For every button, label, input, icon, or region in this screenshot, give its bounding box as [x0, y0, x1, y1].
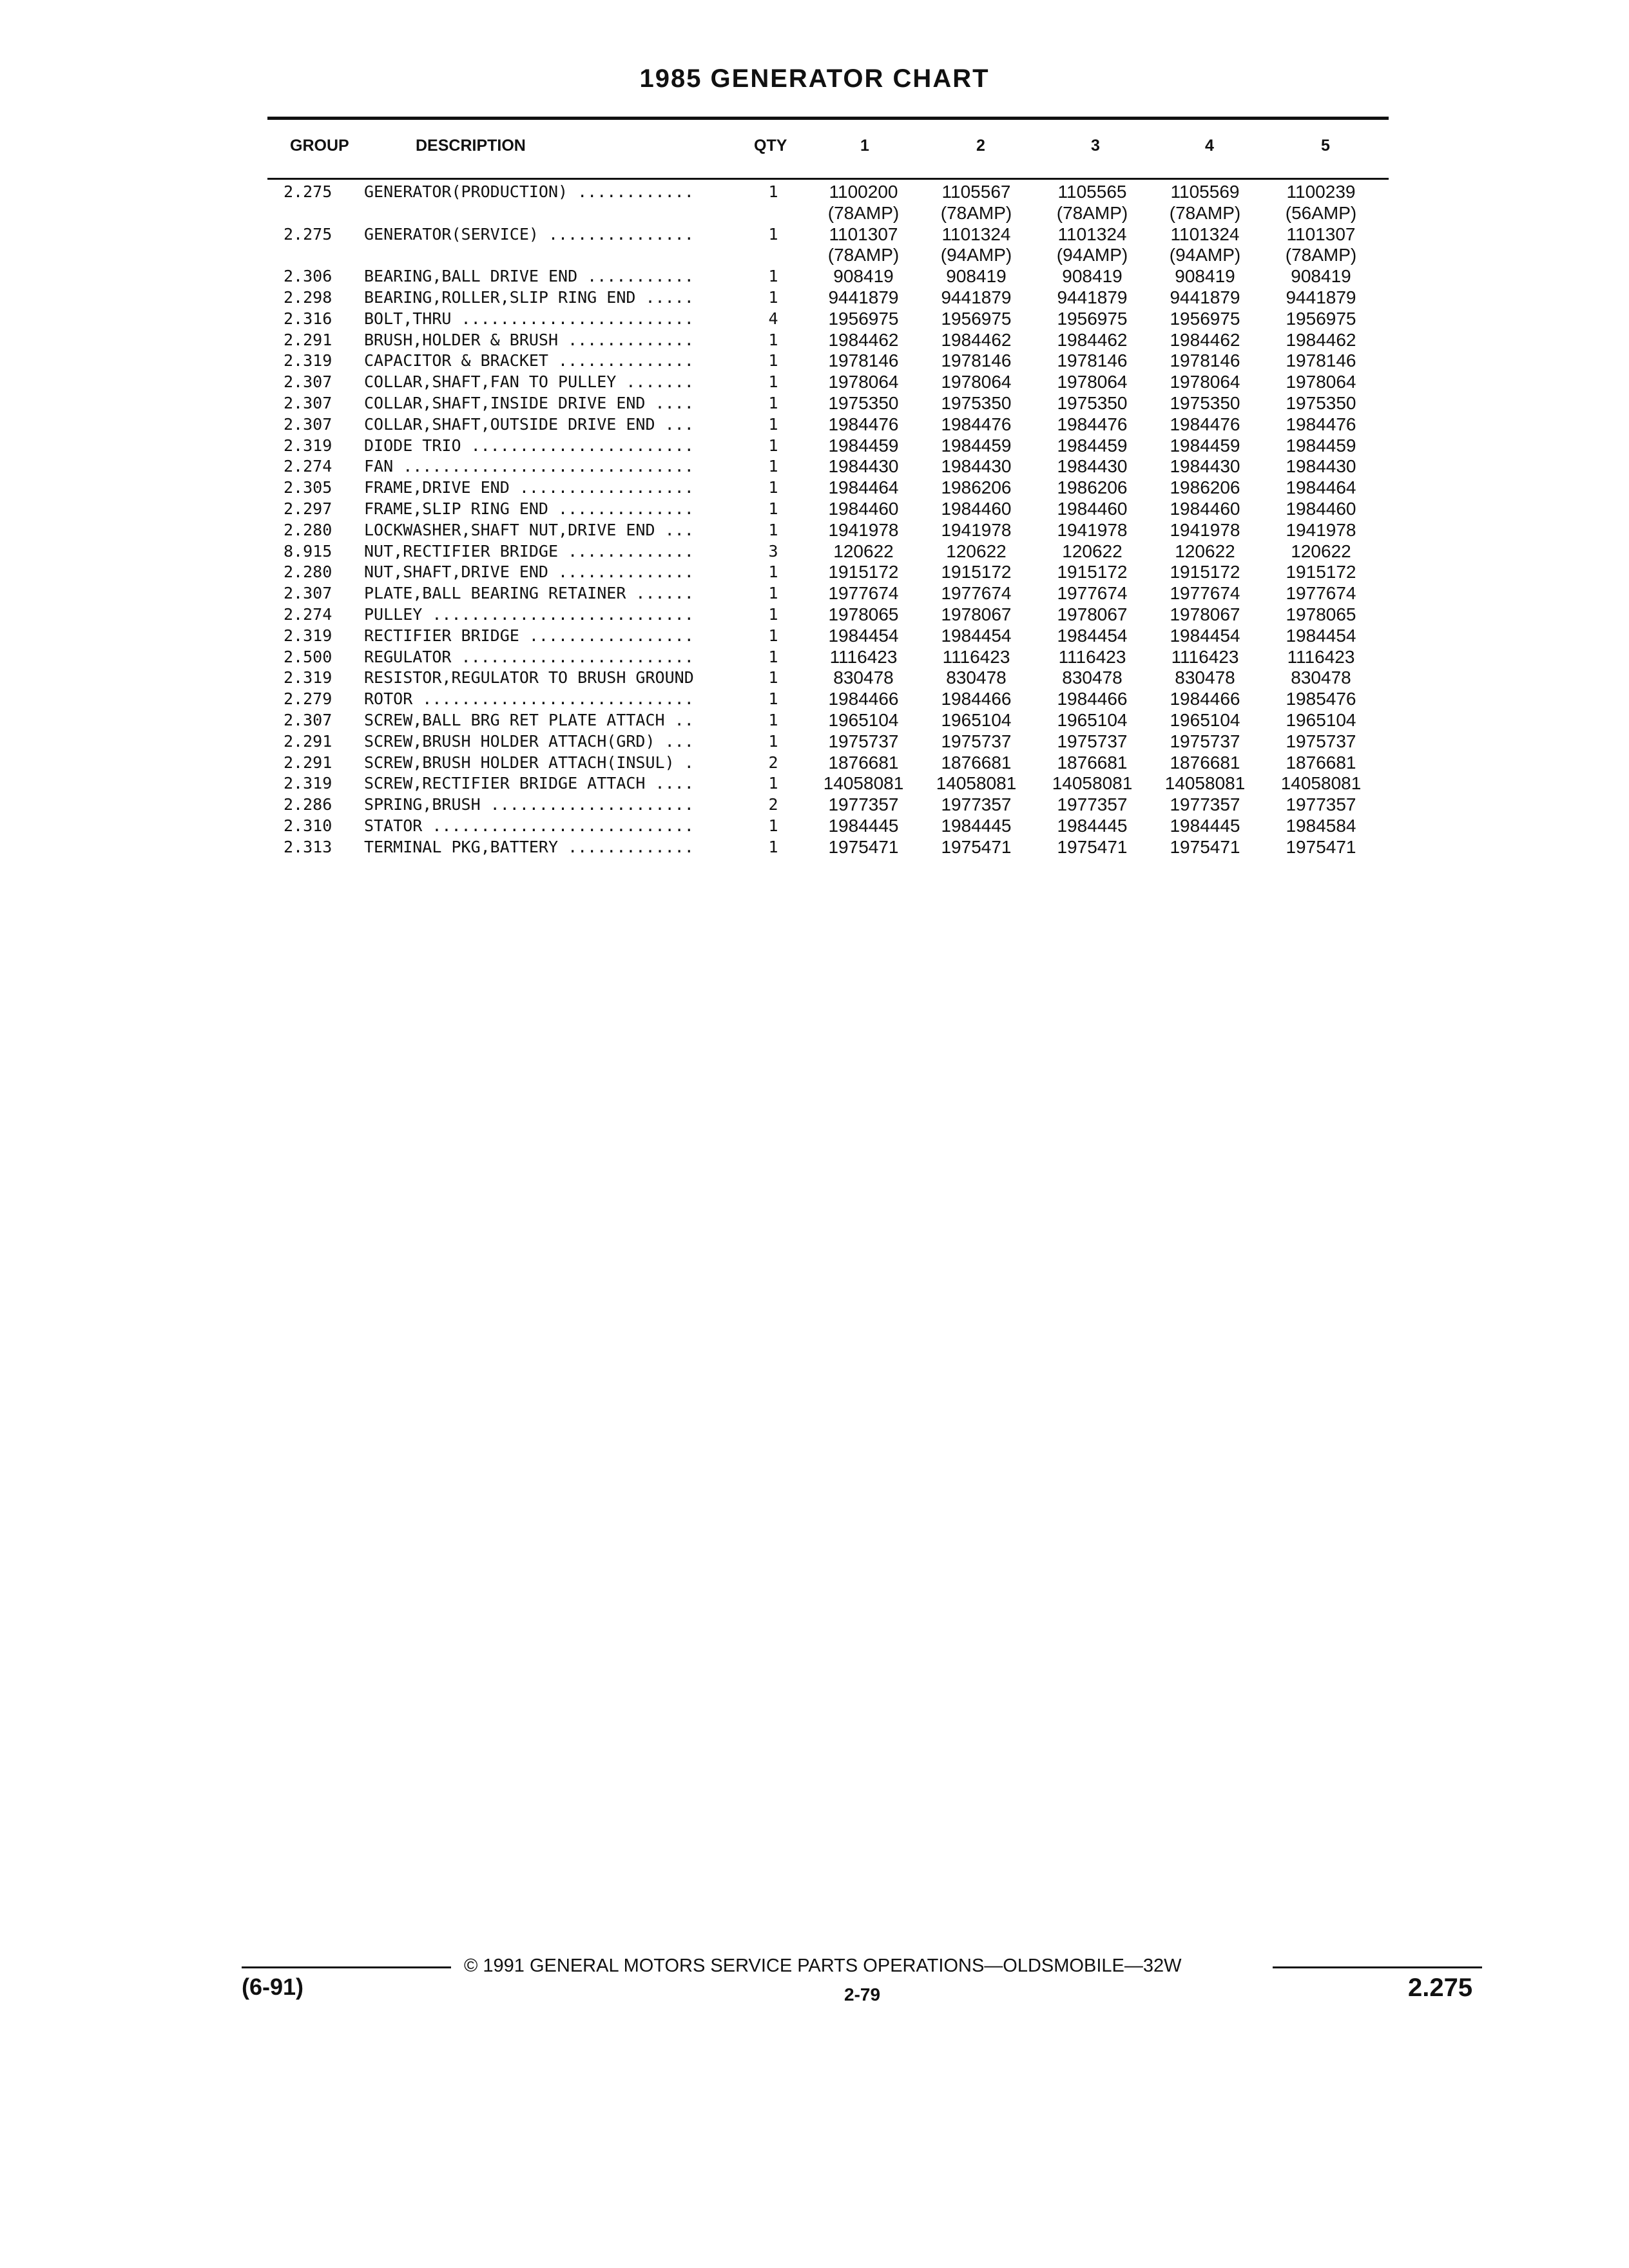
- part-number-col-3: 1965104: [1057, 710, 1128, 730]
- group-number: 2.291: [284, 731, 333, 751]
- part-number-col-1: 1100200: [829, 182, 898, 202]
- col-header-5: 5: [1321, 137, 1330, 155]
- group-number: 2.279: [284, 689, 333, 709]
- part-number-col-5: 1984464: [1286, 477, 1356, 498]
- part-number-col-2: 1101324: [941, 224, 1011, 244]
- part-description: STATOR ...........................: [364, 816, 694, 835]
- part-number-col-3: 1941978: [1057, 519, 1128, 540]
- part-number-col-2: 1105567: [941, 182, 1011, 202]
- part-description: BOLT,THRU ........................: [364, 309, 694, 328]
- part-number-col-2: 1915172: [941, 562, 1012, 582]
- part-number-col-2: 1984445: [941, 816, 1012, 836]
- col-header-4: 4: [1205, 137, 1214, 155]
- footer-copyright: © 1991 GENERAL MOTORS SERVICE PARTS OPERATIONS—OLDSMOBILE—32W: [464, 1956, 1182, 1976]
- group-number: 2.274: [284, 605, 333, 624]
- part-description: BEARING,ROLLER,SLIP RING END .....: [364, 288, 694, 307]
- part-number-col-3: 1975737: [1057, 731, 1128, 751]
- group-number: 2.319: [284, 668, 333, 687]
- quantity: 1: [768, 626, 778, 645]
- part-number-col-1: 1975737: [828, 731, 899, 751]
- part-description: SPRING,BRUSH .....................: [364, 795, 694, 814]
- part-number-col-3: 1984476: [1057, 414, 1128, 434]
- group-number: 2.298: [284, 288, 333, 307]
- quantity: 3: [768, 541, 778, 561]
- part-number-col-4: 1975471: [1170, 836, 1240, 857]
- part-number-col-1: 1876681: [828, 752, 899, 773]
- quantity: 1: [768, 224, 778, 244]
- part-number-col-5: 908419: [1291, 266, 1351, 287]
- part-number-col-3: 1978146: [1057, 351, 1128, 371]
- quantity: 1: [768, 837, 778, 856]
- quantity: 1: [768, 605, 778, 624]
- part-number-col-2: 908419: [946, 266, 1007, 287]
- quantity: 1: [768, 372, 778, 392]
- part-number-col-1: 1975350: [828, 393, 899, 413]
- table-row: [0, 838, 1629, 863]
- part-number-col-2: 1975471: [941, 836, 1012, 857]
- part-number-col-1: 1965104: [828, 710, 899, 730]
- part-description: COLLAR,SHAFT,INSIDE DRIVE END ....: [364, 394, 694, 412]
- part-number-col-5: 1101307: [1286, 224, 1356, 244]
- part-number-col-3: 830478: [1062, 668, 1123, 688]
- part-number-col-5: 1100239: [1286, 182, 1356, 202]
- quantity: 1: [768, 394, 778, 412]
- part-number-col-2: 120622: [946, 541, 1007, 561]
- group-number: 2.307: [284, 584, 333, 603]
- group-number: 2.319: [284, 436, 333, 455]
- part-number-col-1: (78AMP): [827, 245, 900, 265]
- group-number: 2.280: [284, 562, 333, 582]
- part-description: COLLAR,SHAFT,OUTSIDE DRIVE END ...: [364, 414, 694, 434]
- part-number-col-5: 1941978: [1286, 519, 1356, 540]
- quantity: 1: [768, 330, 778, 349]
- part-description: NUT,SHAFT,DRIVE END ..............: [364, 562, 694, 582]
- part-number-col-1: 1977357: [828, 794, 899, 815]
- quantity: 1: [768, 520, 778, 539]
- part-number-col-5: 1984460: [1286, 499, 1356, 519]
- part-number-col-4: 1978146: [1170, 351, 1240, 371]
- col-header-qty: QTY: [754, 137, 787, 155]
- part-description: PLATE,BALL BEARING RETAINER ......: [364, 584, 694, 603]
- part-number-col-5: 1978065: [1286, 604, 1356, 624]
- part-number-col-5: 1975471: [1286, 836, 1356, 857]
- part-number-col-1: 1984466: [828, 689, 899, 709]
- part-number-col-4: 1941978: [1170, 519, 1240, 540]
- part-number-col-1: 1984476: [828, 414, 899, 434]
- group-number: 2.297: [284, 499, 333, 518]
- group-number: 2.280: [284, 520, 333, 539]
- part-number-col-1: 1984462: [828, 329, 899, 350]
- part-number-col-2: 1984430: [941, 456, 1012, 477]
- part-number-col-2: 1975350: [941, 393, 1012, 413]
- part-number-col-4: 1984462: [1170, 329, 1240, 350]
- group-number: 2.286: [284, 795, 333, 814]
- part-number-col-3: 1977357: [1057, 794, 1128, 815]
- part-number-col-5: 1116423: [1287, 646, 1355, 667]
- part-number-col-3: 1105565: [1057, 182, 1127, 202]
- part-number-col-4: 1984466: [1170, 689, 1240, 709]
- part-number-col-3: 1977674: [1057, 583, 1128, 604]
- part-number-col-5: 120622: [1291, 541, 1351, 561]
- part-number-col-2: 1941978: [941, 519, 1012, 540]
- part-number-col-3: 9441879: [1057, 287, 1128, 307]
- quantity: 1: [768, 562, 778, 582]
- footer-rule-right: [1273, 1966, 1482, 1968]
- footer-page-number: 2-79: [844, 1984, 881, 2004]
- part-description: FRAME,DRIVE END ..................: [364, 478, 694, 497]
- quantity: 1: [768, 731, 778, 751]
- part-number-col-3: 1984445: [1057, 816, 1128, 836]
- part-number-col-4: 1984476: [1170, 414, 1240, 434]
- quantity: 1: [768, 774, 778, 793]
- part-number-col-1: 1116423: [829, 646, 898, 667]
- part-number-col-4: 1986206: [1170, 477, 1240, 498]
- part-number-col-1: 1984460: [828, 499, 899, 519]
- part-number-col-4: 1978067: [1170, 604, 1240, 624]
- part-number-col-1: 1915172: [828, 562, 899, 582]
- part-number-col-1: 1984459: [828, 435, 899, 456]
- part-number-col-2: 1986206: [941, 477, 1012, 498]
- group-number: 2.291: [284, 330, 333, 349]
- part-description: SCREW,BRUSH HOLDER ATTACH(INSUL) .: [364, 753, 694, 772]
- part-number-col-5: 1965104: [1286, 710, 1356, 730]
- quantity: 1: [768, 668, 778, 687]
- part-number-col-2: 1978067: [941, 604, 1012, 624]
- group-number: 2.319: [284, 626, 333, 645]
- part-number-col-1: 1984464: [828, 477, 899, 498]
- part-number-col-2: 1978064: [941, 372, 1012, 392]
- part-number-col-5: 1984584: [1286, 816, 1356, 836]
- part-number-col-3: 120622: [1062, 541, 1123, 561]
- part-number-col-2: 1978146: [941, 351, 1012, 371]
- group-number: 8.915: [284, 541, 333, 561]
- part-number-col-1: 1977674: [828, 583, 899, 604]
- quantity: 1: [768, 499, 778, 518]
- part-number-col-2: 1977674: [941, 583, 1012, 604]
- part-description: GENERATOR(SERVICE) ...............: [364, 224, 694, 244]
- group-number: 2.319: [284, 351, 333, 370]
- part-description: COLLAR,SHAFT,FAN TO PULLEY .......: [364, 372, 694, 392]
- part-number-col-4: 908419: [1175, 266, 1235, 287]
- part-number-col-3: 1876681: [1057, 752, 1128, 773]
- part-number-col-2: 1984460: [941, 499, 1012, 519]
- part-number-col-1: 908419: [833, 266, 894, 287]
- part-number-col-4: 9441879: [1170, 287, 1240, 307]
- part-number-col-4: (94AMP): [1169, 245, 1241, 265]
- part-number-col-4: 1105569: [1170, 182, 1240, 202]
- part-number-col-2: 1984466: [941, 689, 1012, 709]
- part-description: BRUSH,HOLDER & BRUSH .............: [364, 330, 694, 349]
- quantity: 1: [768, 351, 778, 370]
- quantity: 1: [768, 436, 778, 455]
- part-number-col-5: 1984430: [1286, 456, 1356, 477]
- part-number-col-4: 1116423: [1171, 646, 1239, 667]
- part-description: CAPACITOR & BRACKET ..............: [364, 351, 694, 370]
- part-number-col-5: 14058081: [1280, 773, 1362, 794]
- part-description: FAN ..............................: [364, 457, 694, 476]
- part-description: SCREW,RECTIFIER BRIDGE ATTACH ....: [364, 774, 694, 793]
- part-number-col-4: 1876681: [1170, 752, 1240, 773]
- part-number-col-4: 1984454: [1170, 625, 1240, 646]
- quantity: 1: [768, 457, 778, 476]
- footer-rule-left: [242, 1966, 451, 1968]
- part-number-col-1: 1984454: [828, 625, 899, 646]
- part-number-col-2: 830478: [946, 668, 1007, 688]
- part-number-col-5: (56AMP): [1285, 202, 1357, 223]
- quantity: 2: [768, 753, 778, 772]
- part-number-col-1: 9441879: [828, 287, 899, 307]
- part-description: GENERATOR(PRODUCTION) ............: [364, 182, 694, 201]
- part-number-col-2: 1965104: [941, 710, 1012, 730]
- part-number-col-4: 1984430: [1170, 456, 1240, 477]
- part-number-col-1: 14058081: [823, 773, 904, 794]
- group-number: 2.316: [284, 309, 333, 328]
- part-number-col-3: 1984462: [1057, 329, 1128, 350]
- part-number-col-4: (78AMP): [1169, 202, 1241, 223]
- part-description: SCREW,BALL BRG RET PLATE ATTACH ..: [364, 711, 694, 729]
- part-description: TERMINAL PKG,BATTERY .............: [364, 837, 694, 856]
- col-header-description: DESCRIPTION: [416, 137, 526, 155]
- part-number-col-5: (78AMP): [1285, 245, 1357, 265]
- part-description: RESISTOR,REGULATOR TO BRUSH GROUND: [364, 668, 694, 687]
- part-number-col-3: 1975350: [1057, 393, 1128, 413]
- part-number-col-3: 1116423: [1058, 646, 1126, 667]
- part-number-col-1: 1975471: [828, 836, 899, 857]
- part-number-col-2: 14058081: [936, 773, 1017, 794]
- part-number-col-1: 1984445: [828, 816, 899, 836]
- part-number-col-5: 1984454: [1286, 625, 1356, 646]
- part-number-col-4: 1975737: [1170, 731, 1240, 751]
- part-number-col-3: 1986206: [1057, 477, 1128, 498]
- part-number-col-1: 1956975: [828, 308, 899, 329]
- part-number-col-3: 908419: [1062, 266, 1123, 287]
- part-number-col-4: 1984445: [1170, 816, 1240, 836]
- part-number-col-5: 1915172: [1286, 562, 1356, 582]
- part-number-col-2: (94AMP): [940, 245, 1012, 265]
- part-number-col-5: 1978064: [1286, 372, 1356, 392]
- part-description: PULLEY ...........................: [364, 605, 694, 624]
- part-number-col-3: 1978064: [1057, 372, 1128, 392]
- part-number-col-4: 830478: [1175, 668, 1235, 688]
- part-number-col-3: 1984454: [1057, 625, 1128, 646]
- part-number-col-2: 1984459: [941, 435, 1012, 456]
- part-number-col-5: 830478: [1291, 668, 1351, 688]
- part-description: REGULATOR ........................: [364, 647, 694, 666]
- quantity: 1: [768, 816, 778, 835]
- part-description: NUT,RECTIFIER BRIDGE .............: [364, 541, 694, 561]
- part-number-col-5: 1977674: [1286, 583, 1356, 604]
- part-number-col-5: 1876681: [1286, 752, 1356, 773]
- part-number-col-4: 1965104: [1170, 710, 1240, 730]
- group-number: 2.307: [284, 394, 333, 412]
- part-number-col-1: 1978065: [828, 604, 899, 624]
- part-number-col-2: 1977357: [941, 794, 1012, 815]
- part-number-col-3: 14058081: [1052, 773, 1133, 794]
- part-number-col-2: 1975737: [941, 731, 1012, 751]
- part-number-col-1: 1978146: [828, 351, 899, 371]
- part-description: DIODE TRIO .......................: [364, 436, 694, 455]
- group-number: 2.313: [284, 837, 333, 856]
- col-header-group: GROUP: [290, 137, 349, 155]
- part-number-col-3: 1984430: [1057, 456, 1128, 477]
- part-number-col-5: 1984462: [1286, 329, 1356, 350]
- part-number-col-2: 1984476: [941, 414, 1012, 434]
- part-number-col-3: 1984459: [1057, 435, 1128, 456]
- group-number: 2.310: [284, 816, 333, 835]
- quantity: 1: [768, 267, 778, 286]
- quantity: 1: [768, 711, 778, 729]
- quantity: 1: [768, 647, 778, 666]
- group-number: 2.500: [284, 647, 333, 666]
- part-number-col-3: 1915172: [1057, 562, 1128, 582]
- part-number-col-4: 1977674: [1170, 583, 1240, 604]
- part-number-col-5: 1975737: [1286, 731, 1356, 751]
- part-number-col-1: 1941978: [828, 519, 899, 540]
- part-number-col-5: 1975350: [1286, 393, 1356, 413]
- footer-section-number: 2.275: [1408, 1974, 1473, 2002]
- part-number-col-5: 1984476: [1286, 414, 1356, 434]
- quantity: 2: [768, 795, 778, 814]
- quantity: 4: [768, 309, 778, 328]
- part-description: BEARING,BALL DRIVE END ...........: [364, 267, 694, 286]
- quantity: 1: [768, 689, 778, 709]
- part-number-col-4: 1984460: [1170, 499, 1240, 519]
- part-number-col-5: 9441879: [1286, 287, 1356, 307]
- part-number-col-4: 120622: [1175, 541, 1235, 561]
- part-number-col-2: 1116423: [942, 646, 1010, 667]
- col-header-1: 1: [860, 137, 869, 155]
- part-description: SCREW,BRUSH HOLDER ATTACH(GRD) ...: [364, 731, 694, 751]
- group-number: 2.306: [284, 267, 333, 286]
- quantity: 1: [768, 478, 778, 497]
- part-number-col-4: 1956975: [1170, 308, 1240, 329]
- part-description: RECTIFIER BRIDGE .................: [364, 626, 694, 645]
- page-title: 1985 GENERATOR CHART: [639, 64, 990, 93]
- part-number-col-3: (78AMP): [1056, 202, 1128, 223]
- part-number-col-3: 1975471: [1057, 836, 1128, 857]
- part-number-col-3: 1984466: [1057, 689, 1128, 709]
- group-number: 2.291: [284, 753, 333, 772]
- part-number-col-1: 1101307: [829, 224, 898, 244]
- quantity: 1: [768, 182, 778, 201]
- quantity: 1: [768, 414, 778, 434]
- part-number-col-5: 1984459: [1286, 435, 1356, 456]
- part-description: FRAME,SLIP RING END ..............: [364, 499, 694, 518]
- part-number-col-2: 1956975: [941, 308, 1012, 329]
- part-number-col-4: 1101324: [1170, 224, 1240, 244]
- part-number-col-4: 1975350: [1170, 393, 1240, 413]
- part-number-col-2: 1984454: [941, 625, 1012, 646]
- part-description: LOCKWASHER,SHAFT NUT,DRIVE END ...: [364, 520, 694, 539]
- header-bottom-rule: [267, 178, 1389, 180]
- footer-date: (6-91): [242, 1974, 304, 2000]
- part-number-col-3: 1956975: [1057, 308, 1128, 329]
- part-number-col-2: 9441879: [941, 287, 1012, 307]
- header-top-rule: [267, 117, 1389, 120]
- part-number-col-1: 120622: [833, 541, 894, 561]
- group-number: 2.307: [284, 711, 333, 729]
- part-number-col-5: 1977357: [1286, 794, 1356, 815]
- col-header-2: 2: [976, 137, 985, 155]
- part-number-col-5: 1956975: [1286, 308, 1356, 329]
- part-number-col-2: 1984462: [941, 329, 1012, 350]
- part-number-col-5: 1985476: [1286, 689, 1356, 709]
- part-number-col-2: 1876681: [941, 752, 1012, 773]
- part-number-col-3: (94AMP): [1056, 245, 1128, 265]
- part-number-col-1: (78AMP): [827, 202, 900, 223]
- quantity: 1: [768, 288, 778, 307]
- part-number-col-4: 1978064: [1170, 372, 1240, 392]
- part-number-col-4: 1977357: [1170, 794, 1240, 815]
- part-number-col-1: 830478: [833, 668, 894, 688]
- part-number-col-5: 1978146: [1286, 351, 1356, 371]
- group-number: 2.307: [284, 372, 333, 392]
- part-number-col-4: 1915172: [1170, 562, 1240, 582]
- group-number: 2.319: [284, 774, 333, 793]
- quantity: 1: [768, 584, 778, 603]
- part-number-col-1: 1978064: [828, 372, 899, 392]
- part-number-col-1: 1984430: [828, 456, 899, 477]
- group-number: 2.274: [284, 457, 333, 476]
- part-number-col-3: 1978067: [1057, 604, 1128, 624]
- part-number-col-4: 1984459: [1170, 435, 1240, 456]
- part-number-col-4: 14058081: [1164, 773, 1246, 794]
- group-number: 2.307: [284, 414, 333, 434]
- part-description: ROTOR ............................: [364, 689, 694, 709]
- part-number-col-2: (78AMP): [940, 202, 1012, 223]
- part-number-col-3: 1101324: [1057, 224, 1127, 244]
- group-number: 2.305: [284, 478, 333, 497]
- col-header-3: 3: [1091, 137, 1100, 155]
- part-number-col-3: 1984460: [1057, 499, 1128, 519]
- group-number: 2.275: [284, 182, 333, 201]
- group-number: 2.275: [284, 224, 333, 244]
